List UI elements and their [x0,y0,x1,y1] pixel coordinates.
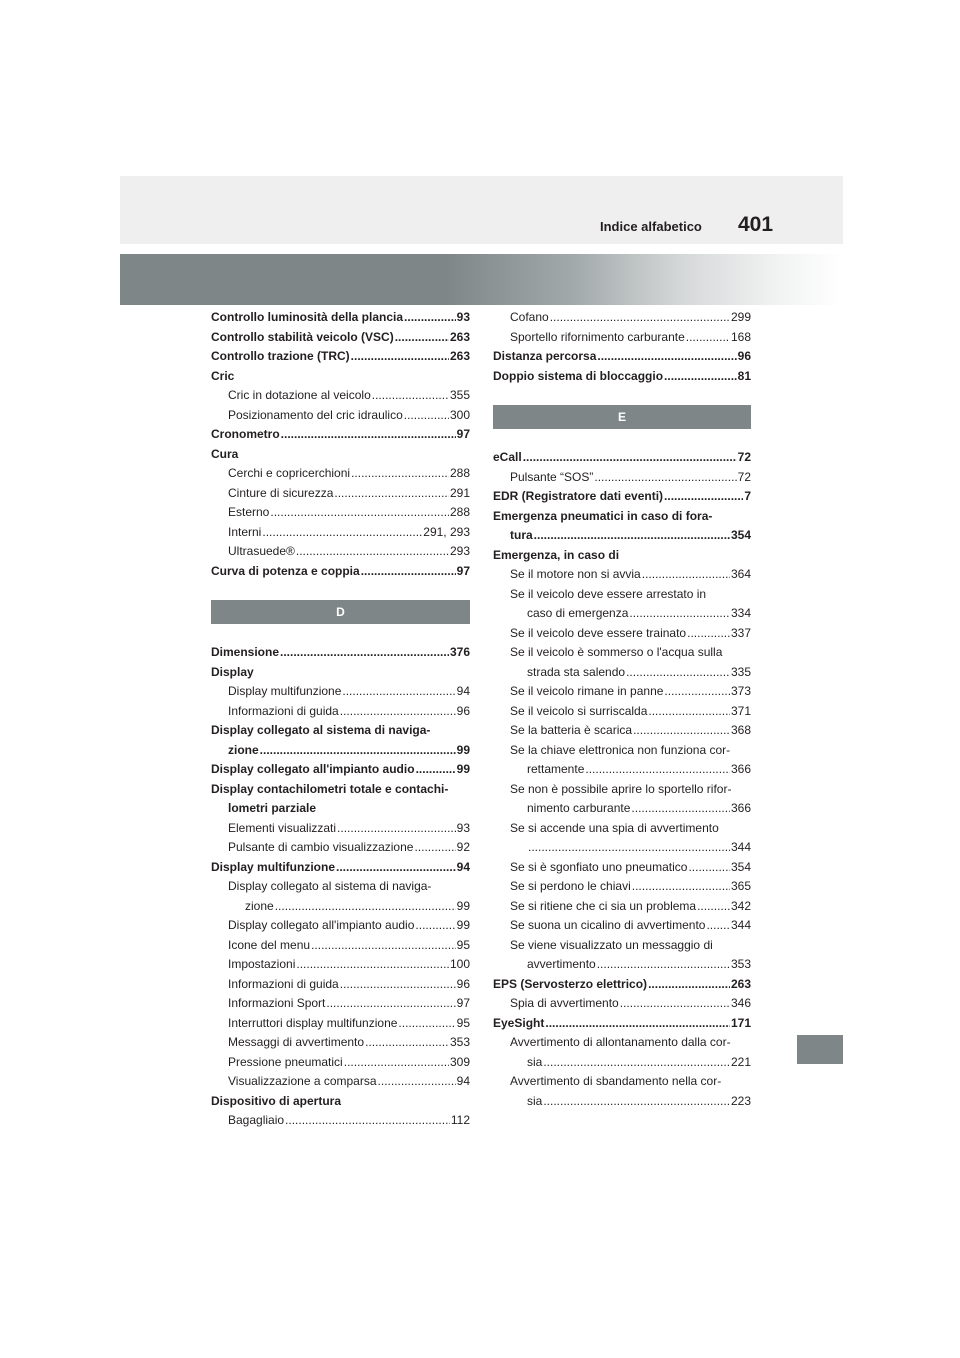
dot-leader [523,448,737,468]
entry-page-number[interactable]: 99 [456,742,470,757]
entry-term: sia [527,1054,543,1069]
index-entry[interactable] [211,838,470,858]
entry-page-number[interactable]: 94 [456,684,470,698]
index-entry-line: Se si accende una spia di avvertimento [510,820,719,835]
entry-page-number[interactable]: 168 [730,329,751,344]
index-letter-heading: D [211,600,470,624]
dot-leader [550,308,730,328]
entry-term: Sportello rifornimento carburante [510,329,685,344]
entry-page-number[interactable]: 293 [449,544,470,558]
index-entry[interactable] [493,1014,751,1034]
index-entry[interactable] [493,347,751,367]
entry-page-number[interactable]: 93 [456,820,470,835]
dot-leader [664,682,730,702]
entry-page-number[interactable]: 112 [450,1113,470,1127]
index-entry[interactable] [211,975,470,995]
entry-term: caso di emergenza [527,606,629,620]
entry-page-number[interactable]: 96 [456,976,470,991]
entry-term: Interruttori display multifunzione [228,1015,398,1030]
dot-leader [686,328,730,348]
index-entry[interactable] [211,308,470,328]
dot-leader [404,406,449,426]
entry-term: Ultrasuede® [228,544,295,558]
entry-term: Se si perdono le chiavi [510,879,631,893]
entry-term: Cerchi e copricerchioni [228,466,351,480]
dot-leader [398,1014,455,1034]
dot-leader [372,386,449,406]
index-entry[interactable] [211,1053,470,1073]
entry-page-number[interactable]: 95 [456,1015,470,1030]
dot-leader [296,955,449,975]
index-entry[interactable] [493,663,751,683]
index-entry[interactable] [211,542,470,562]
index-column-right [493,308,751,1111]
index-entry[interactable] [211,916,470,936]
index-entry[interactable] [211,1014,470,1034]
index-entry-line: lometri parziale [228,801,317,815]
index-entry[interactable] [493,682,751,702]
index-entry[interactable] [493,702,751,722]
dot-leader [415,916,455,936]
dot-leader [664,487,743,507]
entry-page-number[interactable]: 92 [456,840,470,854]
entry-term: strada sta salendo [527,664,626,679]
dot-leader [626,663,730,683]
entry-page-number[interactable]: 93 [456,310,470,324]
index-entry-line: Display collegato al sistema di naviga- [228,879,432,893]
dot-leader [378,1072,456,1092]
index-entry[interactable] [211,760,470,780]
entry-term: zione [245,898,274,913]
entry-term: Pressione pneumatici [228,1054,343,1069]
entry-term: Se il veicolo deve essere trainato [510,625,687,640]
dot-leader [620,994,730,1014]
letter-spacer [493,386,751,405]
entry-page-number[interactable]: 97 [456,996,470,1010]
index-entry-line: Avvertimento di sbandamento nella cor- [510,1074,722,1088]
entry-term: Se la batteria è scarica [510,723,633,737]
index-entry-line: Avvertimento di allontanamento dalla cor- [510,1035,731,1049]
entry-term: Display collegato all'impianto audio [228,918,415,932]
letter-spacer [493,429,751,448]
dot-leader [340,702,456,722]
dot-leader [326,994,455,1014]
entry-term: tura [510,528,533,542]
entry-page-number[interactable]: 353 [730,957,751,971]
dot-leader [629,604,730,624]
entry-page-number[interactable]: 96 [737,349,751,363]
entry-page-number[interactable]: 81 [737,368,751,383]
index-column-left [211,308,470,1131]
index-entry[interactable] [211,955,470,975]
entry-page-number[interactable]: 97 [456,563,470,578]
index-entry[interactable] [211,425,470,445]
dot-leader [597,955,730,975]
index-heading: Emergenza, in caso di [493,547,620,562]
index-entry[interactable] [211,1111,470,1131]
entry-term: Spia di avvertimento [510,996,619,1010]
entry-page-number[interactable]: 72 [737,469,751,484]
dot-leader [631,799,730,819]
entry-term: Pulsante “SOS” [510,469,594,484]
index-entry-line: Emergenza pneumatici in caso di fora- [493,508,713,523]
index-entry[interactable] [493,308,751,328]
index-entry[interactable] [493,955,751,975]
entry-page-number[interactable]: 365 [730,879,751,893]
index-entry[interactable] [211,643,470,663]
entry-term: Informazioni Sport [228,996,326,1010]
index-entry[interactable] [211,858,470,878]
entry-term: Icone del menu [228,937,311,952]
index-entry[interactable] [211,1072,470,1092]
entry-term: Se il veicolo rimane in panne [510,684,664,698]
entry-term: Display multifunzione [211,859,336,874]
entry-term: zione [228,742,259,757]
index-entry[interactable] [211,682,470,702]
dot-leader [545,1014,730,1034]
index-heading: Cric [211,368,235,383]
entry-term: eCall [493,450,522,464]
entry-term: EyeSight [493,1015,545,1030]
dot-leader [365,1033,449,1053]
entry-term: Distanza percorsa [493,349,597,363]
dot-leader [340,975,456,995]
index-entry[interactable] [211,562,470,582]
entry-term: Dimensione [211,645,280,659]
index-entry[interactable] [493,799,751,819]
entry-page-number[interactable]: 171 [730,1015,751,1030]
letter-spacer [211,581,470,600]
index-entry[interactable] [493,487,751,507]
index-heading: Dispositivo di apertura [211,1093,342,1108]
dot-leader [633,721,730,741]
dot-leader [296,542,449,562]
index-entry[interactable] [211,1033,470,1053]
entry-page-number[interactable]: 300 [449,407,470,422]
dot-leader [275,897,456,917]
index-entry-line: Se non è possibile aprire lo sportello rifor- [510,781,732,796]
dot-leader [280,643,449,663]
index-entry[interactable] [211,464,470,484]
entry-page-number[interactable]: 96 [456,703,470,718]
entry-page-number[interactable]: 337 [730,625,751,640]
dot-leader [543,1053,730,1073]
entry-page-number[interactable]: 353 [449,1035,470,1049]
entry-page-number[interactable]: 334 [730,606,751,620]
entry-term: avvertimento [527,957,596,971]
entry-term: Informazioni di guida [228,703,339,718]
header-band [120,176,843,244]
entry-page-number[interactable]: 99 [456,898,470,913]
index-entry[interactable] [211,702,470,722]
index-entry[interactable] [211,484,470,504]
dot-leader [342,682,455,702]
index-entry[interactable] [211,347,470,367]
entry-page-number[interactable]: 354 [730,859,751,874]
index-entry[interactable] [493,624,751,644]
index-entry[interactable] [493,468,751,488]
entry-term: Cronometro [211,427,280,441]
entry-page-number[interactable]: 373 [730,684,751,698]
dot-leader [687,624,730,644]
dot-leader [311,936,456,956]
entry-term: nimento carburante [527,801,631,815]
index-entry[interactable] [211,503,470,523]
entry-page-number[interactable]: 354 [730,528,751,542]
entry-page-number[interactable]: 344 [730,918,751,932]
dot-leader [281,425,456,445]
dot-leader [697,897,730,917]
index-entry[interactable] [493,721,751,741]
entry-page-number[interactable]: 263 [449,329,470,344]
entry-term: Messaggi di avvertimento [228,1035,365,1049]
entry-page-number[interactable]: 263 [449,349,470,363]
entry-page-number[interactable]: 97 [456,427,470,441]
dot-leader [664,367,737,387]
index-entry[interactable] [493,858,751,878]
index-entry[interactable] [211,897,470,917]
dot-leader [337,819,456,839]
entry-term: Bagagliaio [228,1113,285,1127]
section-title: Indice alfabetico [600,219,702,234]
entry-page-number[interactable]: 291 [449,485,470,500]
dot-leader [416,760,456,780]
entry-page-number[interactable]: 344 [730,840,751,854]
dot-leader [361,562,456,582]
entry-page-number[interactable]: 371 [730,703,751,718]
entry-page-number[interactable]: 99 [456,762,470,776]
dot-leader [543,1092,730,1112]
index-heading: Cura [211,446,239,461]
entry-page-number[interactable]: 366 [730,801,751,815]
entry-page-number[interactable]: 364 [730,567,751,581]
index-entry-line: Se viene visualizzato un messaggio di [510,937,713,952]
entry-page-number[interactable]: 95 [456,937,470,952]
index-entry[interactable] [493,448,751,468]
dot-leader [260,741,456,761]
entry-term: Pulsante di cambio visualizzazione [228,840,414,854]
index-entry[interactable] [493,760,751,780]
entry-term: Se si ritiene che ci sia un problema [510,898,697,913]
index-entry[interactable] [493,897,751,917]
dot-leader [262,523,422,543]
index-entry[interactable] [211,406,470,426]
index-entry[interactable] [493,916,751,936]
entry-page-number[interactable]: 263 [730,976,751,991]
dot-leader [404,308,456,328]
index-entry-line: Display collegato al sistema di naviga- [211,723,431,737]
index-entry[interactable] [211,936,470,956]
entry-term: Se il veicolo si surriscalda [510,703,648,718]
entry-term: Controllo trazione (TRC) [211,349,350,363]
dot-leader [351,464,449,484]
dot-leader [585,760,730,780]
entry-term: Display collegato all'impianto audio [211,762,415,776]
entry-page-number[interactable]: 7 [744,489,751,503]
index-entry[interactable] [493,565,751,585]
entry-term: Impostazioni [228,957,296,971]
index-entry[interactable] [211,819,470,839]
entry-page-number[interactable]: 368 [730,723,751,737]
entry-page-number[interactable]: 342 [730,898,751,913]
entry-page-number[interactable]: 221 [730,1054,751,1069]
dot-leader [688,858,730,878]
dot-leader [270,503,449,523]
index-entry[interactable] [493,328,751,348]
entry-term: Se il motore non si avvia [510,567,641,581]
entry-page-number[interactable]: 223 [730,1093,751,1108]
entry-term: Interni [228,524,262,539]
entry-page-number[interactable]: 346 [730,996,751,1010]
dot-leader [285,1111,450,1131]
entry-term: sia [527,1093,543,1108]
dot-leader [336,858,456,878]
page-number: 401 [738,213,774,236]
entry-page-number[interactable]: 355 [449,388,470,402]
entry-term: Doppio sistema di bloccaggio [493,368,664,383]
letter-spacer [211,624,470,643]
thumb-index-tab [797,1035,843,1064]
entry-page-number[interactable]: 288 [449,505,470,519]
dot-leader [597,347,736,367]
index-entry[interactable] [493,994,751,1014]
index-entry[interactable] [493,975,751,995]
dot-leader [648,702,730,722]
dot-leader [648,975,730,995]
index-entry[interactable] [493,526,751,546]
entry-term: Esterno [228,505,270,519]
dot-leader [594,468,736,488]
dot-leader [706,916,730,936]
entry-page-number[interactable]: 366 [730,762,751,776]
entry-page-number[interactable]: 376 [449,645,470,659]
index-entry[interactable] [493,838,751,858]
entry-page-number[interactable]: 291, 293 [423,524,470,539]
entry-term: Display multifunzione [228,684,342,698]
decorative-gradient-bar [120,254,843,305]
index-entry-line: Se il veicolo è sommerso o l'acqua sulla [510,645,723,659]
entry-term: Controllo luminosità della plancia [211,310,404,324]
dot-leader [534,526,730,546]
index-heading: Display [211,664,254,679]
entry-page-number[interactable]: 99 [456,918,470,932]
entry-term: Cofano [510,310,549,324]
entry-term: Curva di potenza e coppia [211,563,360,578]
entry-term: Posizionamento del cric idraulico [228,407,403,422]
index-letter-heading: E [493,405,751,429]
index-entry[interactable] [493,1092,751,1112]
entry-term: rettamente [527,762,585,776]
entry-term: Cinture di sicurezza [228,485,334,500]
dot-leader [351,347,449,367]
index-entry-line: Se la chiave elettronica non funziona cor- [510,742,731,757]
entry-term: Cric in dotazione al veicolo [228,388,371,402]
entry-page-number[interactable]: 288 [449,466,470,480]
dot-leader [334,484,449,504]
dot-leader [632,877,730,897]
index-entry-line: Display contachilometri totale e contachi- [211,781,449,796]
entry-page-number[interactable]: 299 [730,310,751,324]
entry-term: Informazioni di guida [228,976,339,991]
entry-term: Controllo stabilità veicolo (VSC) [211,329,394,344]
index-entry[interactable] [493,877,751,897]
entry-term: Visualizzazione a comparsa [228,1074,377,1088]
index-entry[interactable] [211,328,470,348]
dot-leader [344,1053,449,1073]
entry-page-number[interactable]: 72 [737,450,751,464]
index-entry[interactable] [211,523,470,543]
entry-page-number[interactable]: 94 [456,859,470,874]
entry-page-number[interactable]: 335 [730,664,751,679]
index-entry[interactable] [493,604,751,624]
index-entry-line: Se il veicolo deve essere arrestato in [510,586,707,601]
dot-leader [414,838,455,858]
dot-leader [395,328,449,348]
entry-term: Se si è sgonfiato uno pneumatico [510,859,688,874]
index-entry[interactable] [211,994,470,1014]
index-entry[interactable] [493,367,751,387]
index-entry[interactable] [493,1053,751,1073]
index-entry[interactable] [211,386,470,406]
entry-term: Se suona un cicalino di avvertimento [510,918,706,932]
entry-page-number[interactable]: 100 [449,957,470,971]
dot-leader [528,838,730,858]
index-entry[interactable] [211,741,470,761]
entry-page-number[interactable]: 309 [449,1054,470,1069]
dot-leader [642,565,730,585]
entry-term: EDR (Registratore dati eventi) [493,489,664,503]
entry-term: Elementi visualizzati [228,820,337,835]
entry-term: EPS (Servosterzo elettrico) [493,976,648,991]
entry-page-number[interactable]: 94 [456,1074,470,1088]
